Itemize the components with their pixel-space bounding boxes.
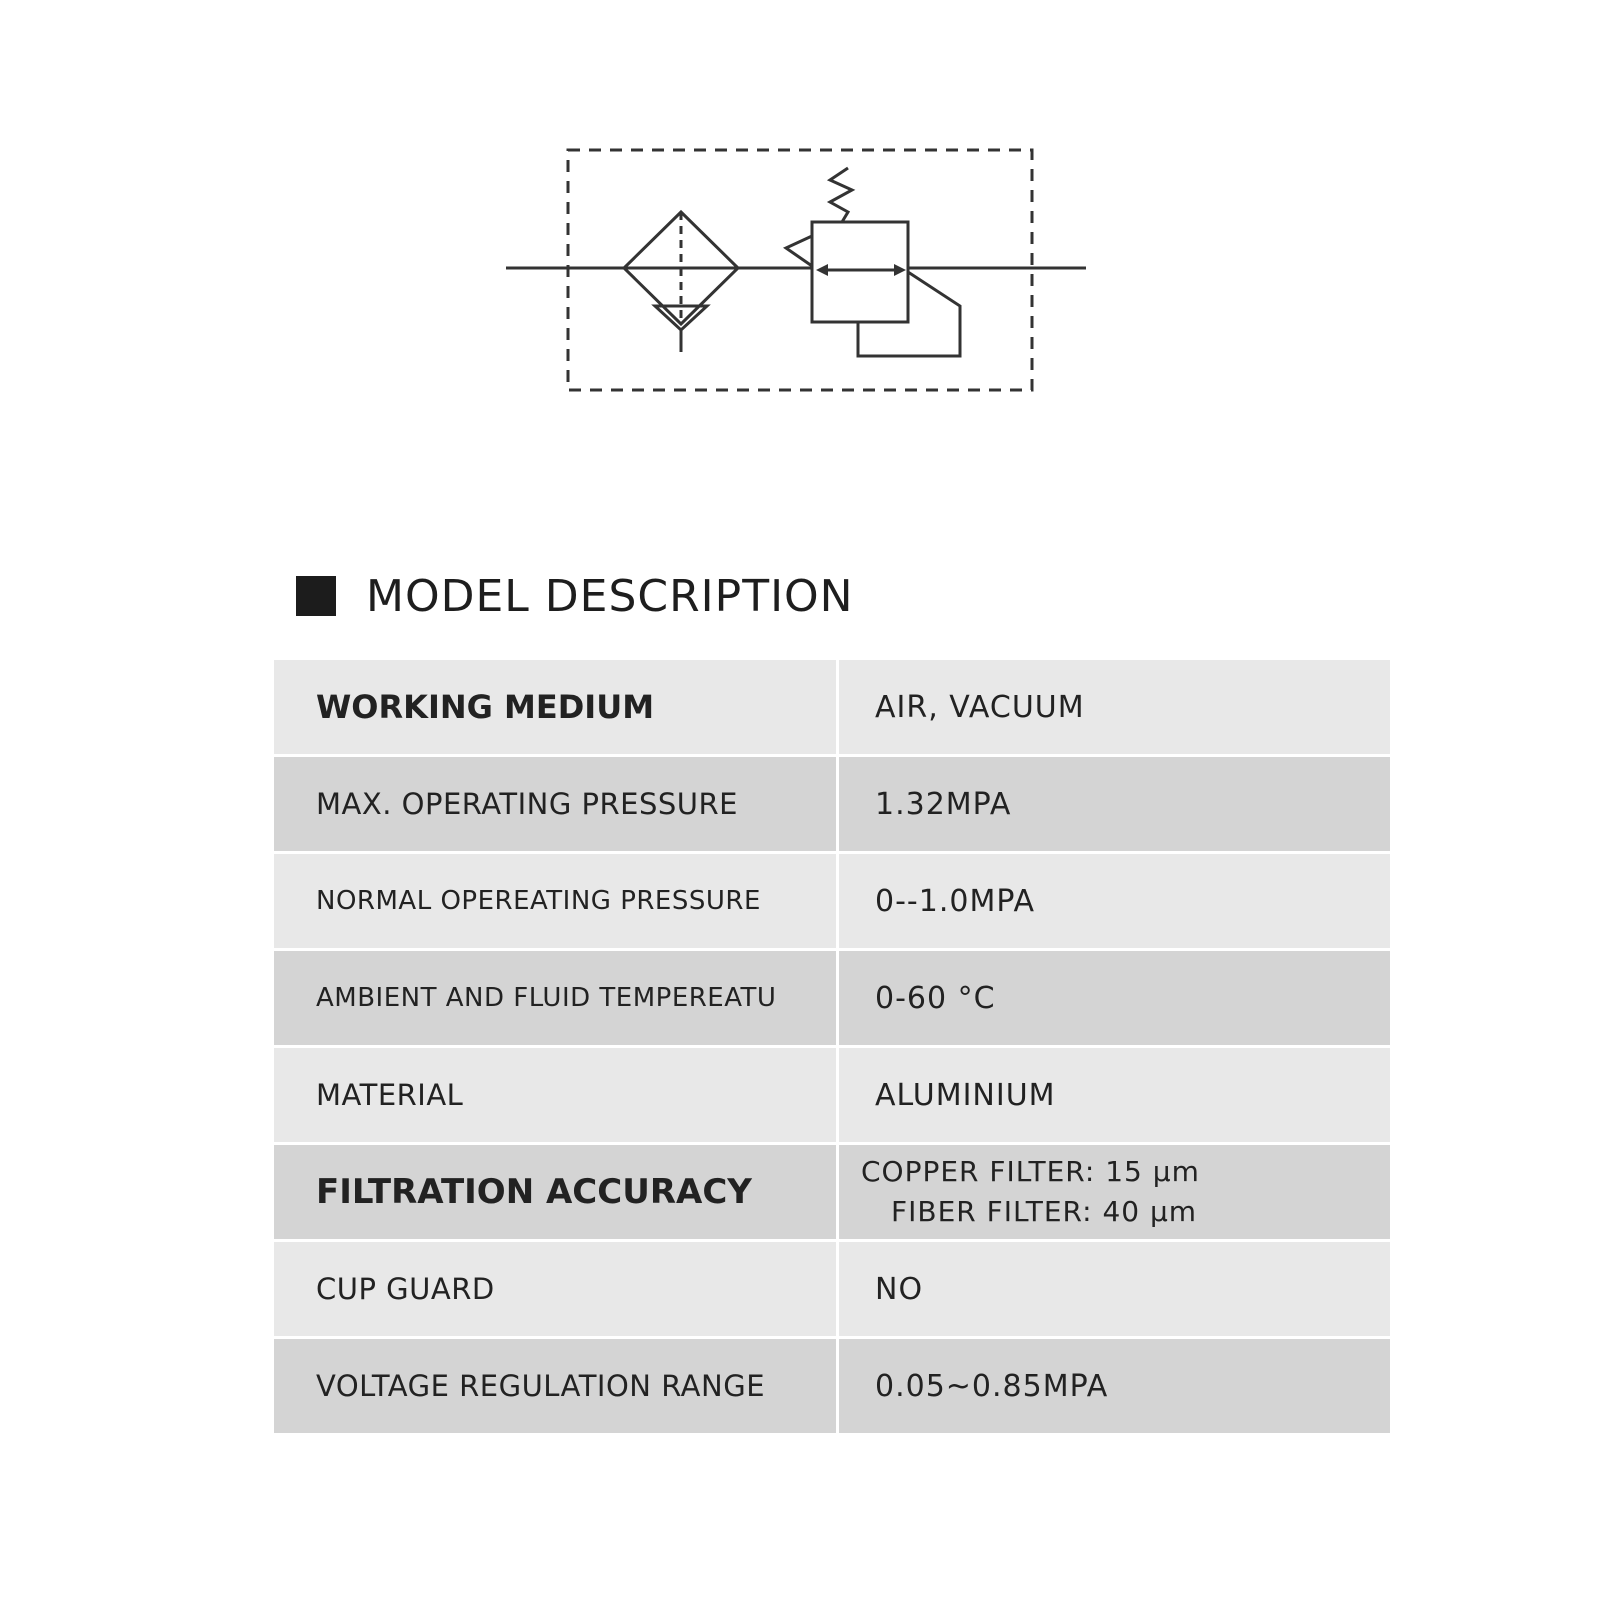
spec-label: FILTRATION ACCURACY — [274, 1145, 836, 1239]
spec-row-max-operating-pressure — [274, 757, 1390, 851]
filter-regulator-symbol-icon — [0, 0, 1600, 480]
spec-label: NORMAL OPEREATING PRESSURE — [274, 854, 836, 948]
spec-value: AIR, VACUUM — [839, 660, 1390, 754]
spec-value: 0--1.0MPA — [839, 854, 1390, 948]
spec-row-cup-guard — [274, 1242, 1390, 1336]
pilot-arrow — [786, 236, 812, 266]
heading-bullet-icon — [296, 576, 336, 616]
spec-label: MATERIAL — [274, 1048, 836, 1142]
spec-value-line: COPPER FILTER: 15 μm — [861, 1155, 1200, 1188]
spec-label: VOLTAGE REGULATION RANGE — [274, 1339, 836, 1433]
spec-label: MAX. OPERATING PRESSURE — [274, 757, 836, 851]
spec-row-material — [274, 1048, 1390, 1142]
spec-row-normal-operating-pressure — [274, 854, 1390, 948]
spring — [830, 168, 852, 222]
spec-row-voltage-regulation-range — [274, 1339, 1390, 1433]
spec-label: CUP GUARD — [274, 1242, 836, 1336]
dashed-enclosure — [568, 150, 1032, 390]
spec-value: 0.05~0.85MPA — [839, 1339, 1390, 1433]
spec-value: NO — [839, 1242, 1390, 1336]
spec-value — [839, 1145, 1390, 1239]
spec-value-line: FIBER FILTER: 40 μm — [891, 1195, 1198, 1228]
spec-value: ALUMINIUM — [839, 1048, 1390, 1142]
spec-table — [274, 660, 1390, 1436]
spec-row-ambient-temperature — [274, 951, 1390, 1045]
spec-value: 1.32MPA — [839, 757, 1390, 851]
spec-label: AMBIENT AND FLUID TEMPEREATU — [274, 951, 836, 1045]
section-title: MODEL DESCRIPTION — [366, 570, 854, 622]
spec-value: 0-60 °C — [839, 951, 1390, 1045]
spec-label: WORKING MEDIUM — [274, 660, 836, 754]
section-heading — [296, 568, 854, 624]
spec-row-working-medium — [274, 660, 1390, 754]
spec-row-filtration-accuracy — [274, 1145, 1390, 1239]
